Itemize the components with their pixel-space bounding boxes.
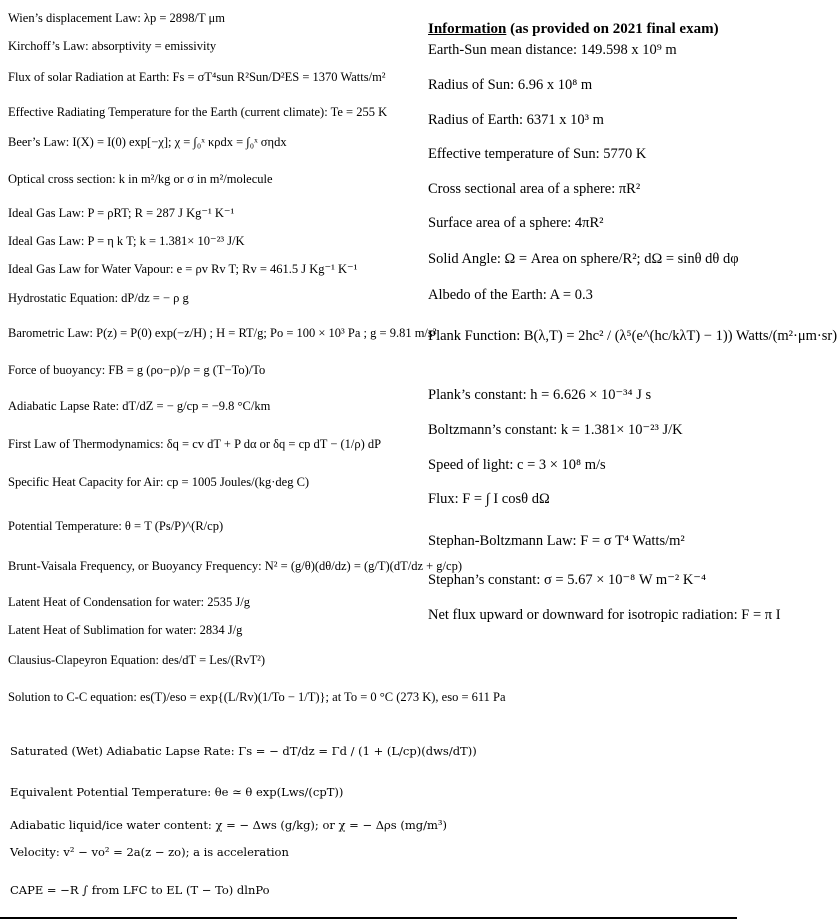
effective-temperature: Effective Radiating Temperature for the Earth (current climate): Te = 255 K bbox=[8, 105, 388, 119]
plank-function: Plank Function: B(λ,T) = 2hc² / (λ⁵(e^(hc/kλT) − 1)) Watts/(m²·μm·sr) bbox=[428, 328, 837, 344]
speed-of-light: Speed of light: c = 3 × 10⁸ m/s bbox=[428, 457, 606, 473]
effective-temperature-sun: Effective temperature of Sun: 5770 K bbox=[428, 146, 647, 162]
radius-earth: Radius of Earth: 6371 x 10³ m bbox=[428, 112, 604, 128]
boltzmann-constant: Boltzmann’s constant: k = 1.381× 10⁻²³ J/K bbox=[428, 422, 683, 438]
info-header-subtitle: (as provided on 2021 final exam) bbox=[506, 21, 719, 37]
ideal-gas-law-water: Ideal Gas Law for Water Vapour: e = ρv Rv T; Rv = 461.5 J Kg⁻¹ K⁻¹ bbox=[8, 262, 358, 276]
solar-flux: Flux of solar Radiation at Earth: Fs = σT⁴sun R²Sun/D²ES = 1370 Watts/m² bbox=[8, 70, 386, 84]
brunt-vaisala-frequency: Brunt-Vaisala Frequency, or Buoyancy Frequency: N² = (g/θ)(dθ/dz) = (g/T)(dT/dz + g/cp) bbox=[8, 559, 462, 573]
ideal-gas-law-2: Ideal Gas Law: P = η k T; k = 1.381× 10⁻²³ J/K bbox=[8, 234, 245, 248]
earth-sun-distance: Earth-Sun mean distance: 149.598 x 10⁹ m bbox=[428, 42, 677, 58]
albedo-earth: Albedo of the Earth: A = 0.3 bbox=[428, 287, 593, 303]
beers-law: Beer’s Law: I(X) = I(0) exp[−χ]; χ = ∫₀ˣ κρdx = ∫₀ˣ σηdx bbox=[8, 135, 287, 149]
potential-temperature: Potential Temperature: θ = T (Ps/P)^(R/cp) bbox=[8, 519, 224, 533]
specific-heat-air: Specific Heat Capacity for Air: cp = 1005 Joules/(kg·deg C) bbox=[8, 475, 310, 489]
wien-law: Wien’s displacement Law: λp = 2898/T μm bbox=[8, 11, 225, 25]
force-of-buoyancy: Force of buoyancy: FB = g (ρo−ρ)/ρ = g (T−To)/To bbox=[8, 363, 266, 377]
barometric-law: Barometric Law: P(z) = P(0) exp(−z/H) ; H = RT/g; Po = 100 × 10³ Pa ; g = 9.81 m/s² bbox=[8, 326, 437, 340]
latent-heat-condensation: Latent Heat of Condensation for water: 2535 J/g bbox=[8, 595, 250, 609]
latent-heat-sublimation: Latent Heat of Sublimation for water: 2834 J/g bbox=[8, 623, 243, 637]
cape-equation: CAPE = −R ∫ from LFC to EL (T − To) dlnPo bbox=[10, 883, 270, 897]
stephan-constant: Stephan’s constant: σ = 5.67 × 10⁻⁸ W m⁻² K⁻⁴ bbox=[428, 572, 706, 588]
surface-area-sphere: Surface area of a sphere: 4πR² bbox=[428, 215, 604, 231]
net-flux-isotropic: Net flux upward or downward for isotropic radiation: F = π I bbox=[428, 607, 781, 623]
hydrostatic-equation: Hydrostatic Equation: dP/dz = − ρ g bbox=[8, 291, 189, 305]
flux-integral: Flux: F = ∫ I cosθ dΩ bbox=[428, 491, 550, 507]
plank-constant: Plank’s constant: h = 6.626 × 10⁻³⁴ J s bbox=[428, 387, 652, 403]
velocity-equation: Velocity: v² − vo² = 2a(z − zo); a is acceleration bbox=[10, 845, 289, 859]
stephan-boltzmann-law: Stephan-Boltzmann Law: F = σ T⁴ Watts/m² bbox=[428, 533, 685, 549]
ideal-gas-law-1: Ideal Gas Law: P = ρRT; R = 287 J Kg⁻¹ K⁻¹ bbox=[8, 206, 235, 220]
solid-angle: Solid Angle: Ω = Area on sphere/R²; dΩ = sinθ dθ dφ bbox=[428, 251, 739, 267]
cross-sectional-area: Cross sectional area of a sphere: πR² bbox=[428, 181, 641, 197]
first-law-thermodynamics: First Law of Thermodynamics: δq = cv dT + P dα or δq = cp dT − (1/ρ) dP bbox=[8, 437, 382, 451]
equivalent-potential-temperature: Equivalent Potential Temperature: θe ≃ θ exp(Lws/(cpT)) bbox=[10, 785, 344, 799]
bottom-border bbox=[0, 917, 737, 919]
radius-sun: Radius of Sun: 6.96 x 10⁸ m bbox=[428, 77, 593, 93]
cc-solution: Solution to C-C equation: es(T)/eso = exp{(L/Rv)(1/To − 1/T)}; at To = 0 °C (273 K), eso = 611 Pa bbox=[8, 690, 506, 704]
adiabatic-lapse-rate: Adiabatic Lapse Rate: dT/dZ = − g/cp = −9.8 °C/km bbox=[8, 399, 271, 413]
info-header bbox=[428, 21, 719, 37]
optical-cross-section: Optical cross section: k in m²/kg or σ in m²/molecule bbox=[8, 172, 273, 186]
kirchoff-law: Kirchoff’s Law: absorptivity = emissivity bbox=[8, 39, 217, 53]
saturated-adiabatic-lapse-rate: Saturated (Wet) Adiabatic Lapse Rate: Γs = − dT/dz = Γd / (1 + (L/cp)(dws/dT)) bbox=[10, 744, 477, 758]
adiabatic-water-content: Adiabatic liquid/ice water content: χ = − Δws (g/kg); or χ = − Δρs (mg/m³) bbox=[10, 818, 447, 832]
info-header-title: Information bbox=[428, 21, 507, 37]
clausius-clapeyron: Clausius-Clapeyron Equation: des/dT = Les/(RvT²) bbox=[8, 653, 266, 667]
